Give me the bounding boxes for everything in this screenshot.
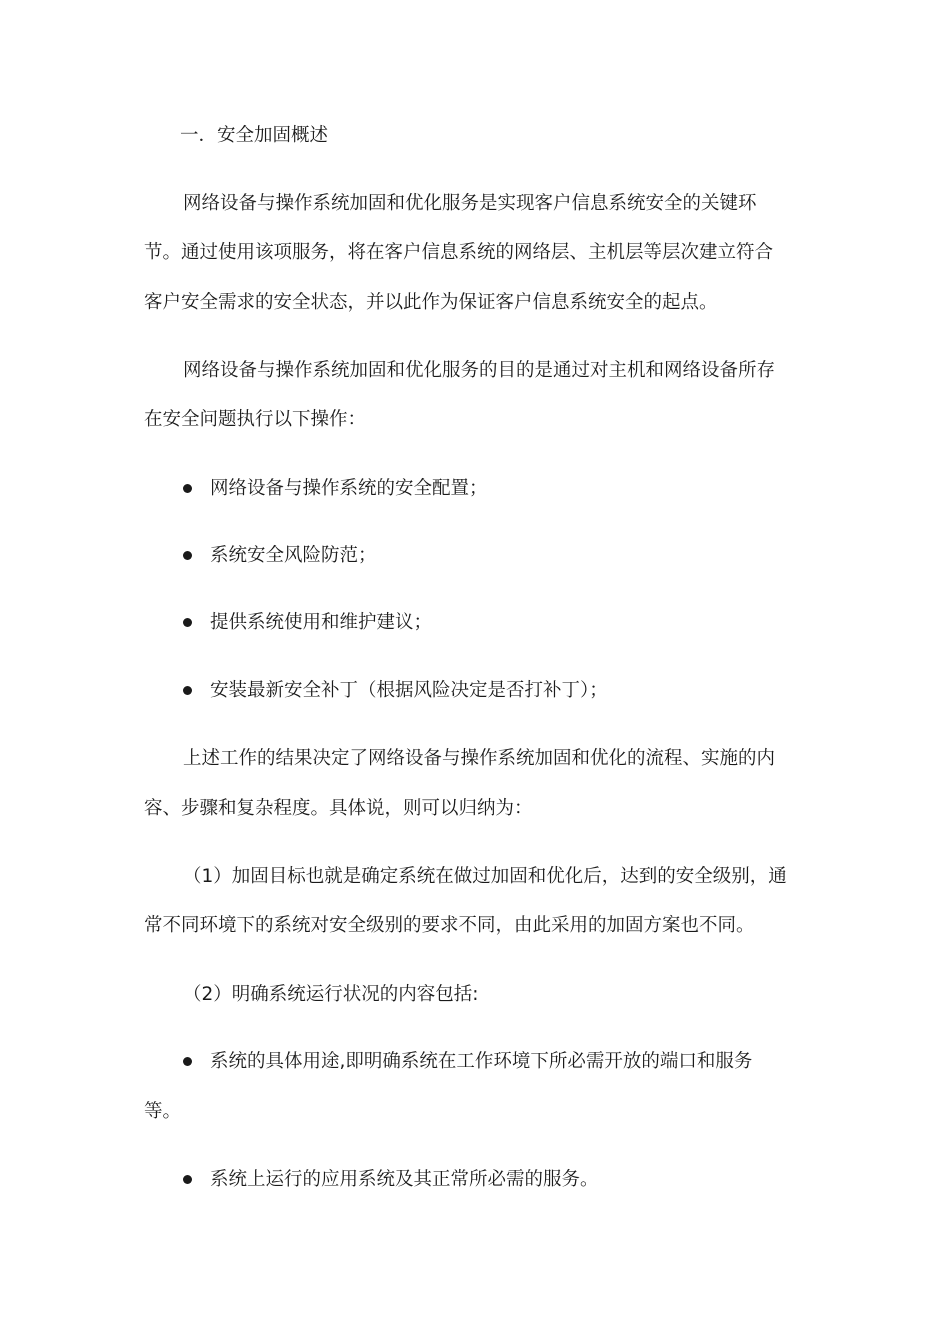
bullet-icon: [183, 1057, 192, 1066]
list-item: 系统安全风险防范；: [210, 545, 377, 566]
bullet-icon: [183, 1175, 192, 1184]
numbered-item-line: （1）加固目标也就是确定系统在做过加固和优化后，达到的安全级别，通: [183, 866, 787, 887]
bullet-icon: [183, 551, 192, 560]
list-item: 系统的具体用途,即明确系统在工作环境下所必需开放的端口和服务: [210, 1051, 753, 1072]
section-heading: 一．安全加固概述: [180, 125, 329, 146]
bullet-icon: [183, 484, 192, 493]
list-item: 系统上运行的应用系统及其正常所必需的服务。: [210, 1169, 599, 1190]
paragraph-line: 客户安全需求的安全状态，并以此作为保证客户信息系统安全的起点。: [144, 292, 718, 313]
list-item: 网络设备与操作系统的安全配置；: [210, 478, 488, 499]
bullet-icon: [183, 618, 192, 627]
numbered-item-line: 常不同环境下的系统对安全级别的要求不同，由此采用的加固方案也不同。: [144, 915, 755, 936]
bullet-icon: [183, 686, 192, 695]
paragraph-line: 网络设备与操作系统加固和优化服务的目的是通过对主机和网络设备所存: [183, 360, 776, 381]
numbered-item-line: （2）明确系统运行状况的内容包括:: [183, 984, 479, 1005]
paragraph-line: 网络设备与操作系统加固和优化服务是实现客户信息系统安全的关键环: [183, 193, 757, 214]
paragraph-line: 容、步骤和复杂程度。具体说，则可以归纳为：: [144, 798, 533, 819]
paragraph-line: 上述工作的结果决定了网络设备与操作系统加固和优化的流程、实施的内: [183, 748, 776, 769]
paragraph-line: 节。通过使用该项服务，将在客户信息系统的网络层、主机层等层次建立符合: [144, 242, 774, 263]
list-item: 提供系统使用和维护建议；: [210, 612, 433, 633]
paragraph-line: 在安全问题执行以下操作：: [144, 409, 367, 430]
list-item: 安装最新安全补丁（根据风险决定是否打补丁）；: [210, 680, 608, 701]
list-item-continuation: 等。: [144, 1101, 182, 1122]
